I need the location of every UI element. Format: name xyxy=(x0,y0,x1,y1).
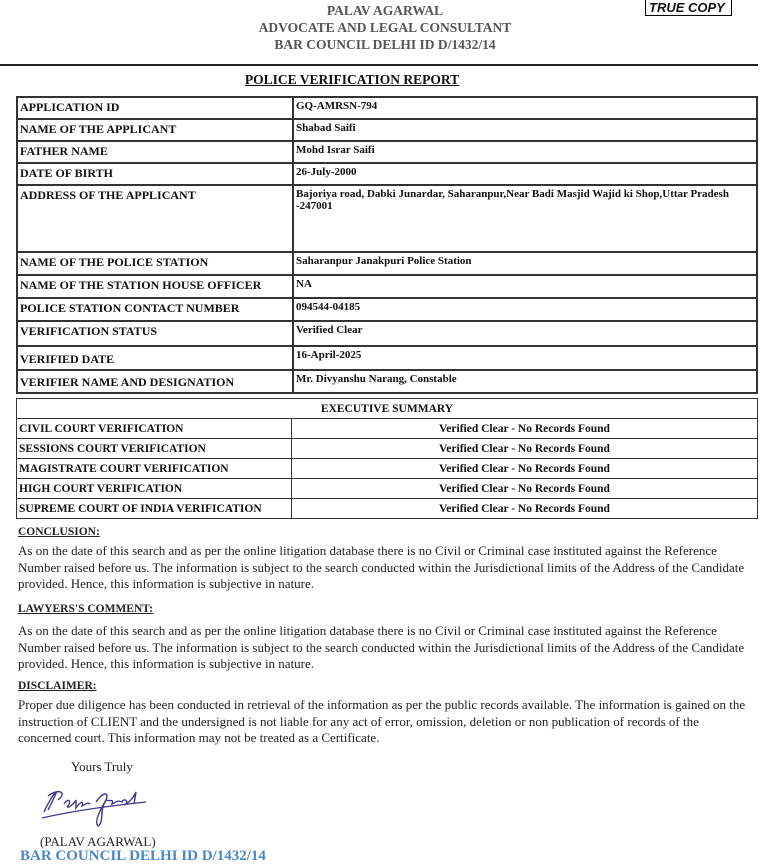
row-value: GQ-AMRSN-794 xyxy=(293,97,757,119)
signatory-bar-id: BAR COUNCIL DELHI ID D/1432/14 xyxy=(20,848,266,864)
disclaimer-heading: DISCLAIMER: xyxy=(18,680,97,692)
row-value: 26-July-2000 xyxy=(293,163,757,185)
row-label: ADDRESS OF THE APPLICANT xyxy=(17,185,293,252)
lawyers-comment-section xyxy=(18,601,753,673)
court-status: Verified Clear - No Records Found xyxy=(292,439,758,459)
conclusion-section xyxy=(18,524,753,593)
court-label: SESSIONS COURT VERIFICATION xyxy=(17,439,292,459)
row-label: FATHER NAME xyxy=(17,141,293,163)
conclusion-heading: CONCLUSION: xyxy=(18,526,100,538)
letterhead xyxy=(200,2,570,53)
applicant-details-table xyxy=(16,96,758,394)
row-label: VERIFICATION STATUS xyxy=(17,321,293,346)
table-row xyxy=(17,119,757,141)
summary-heading-row xyxy=(17,399,758,419)
court-label: HIGH COURT VERIFICATION xyxy=(17,479,292,499)
table-row xyxy=(17,163,757,185)
row-value: Saharanpur Janakpuri Police Station xyxy=(293,252,757,275)
advocate-name: PALAV AGARWAL xyxy=(326,3,444,18)
court-status: Verified Clear - No Records Found xyxy=(292,419,758,439)
table-row xyxy=(17,141,757,163)
closing-text: Yours Truly xyxy=(71,759,133,774)
header-divider xyxy=(0,64,758,66)
conclusion-text: As on the date of this search and as per the online litigation database there is no Civil or Criminal case instituted against the Reference Number raised before us. The information is subject to the search conducted within the Jurisdictional limits of the Address of the Candidate provided. Hence, this information is subjective in nature. xyxy=(18,542,745,592)
lawyers-comment-heading: LAWYERS'S COMMENT: xyxy=(18,603,153,615)
disclaimer-section xyxy=(18,678,753,747)
table-row xyxy=(17,370,757,393)
row-value: Shabad Saifi xyxy=(293,119,757,141)
table-row xyxy=(17,185,757,252)
true-copy-stamp: TRUE COPY xyxy=(645,0,732,16)
row-value: Mr. Divyanshu Narang, Constable xyxy=(293,370,757,393)
row-value: Bajoriya road, Dabki Junardar, Saharanpur,Near Badi Masjid Wajid ki Shop,Uttar Pradesh -247001 xyxy=(293,185,757,252)
row-label: VERIFIER NAME AND DESIGNATION xyxy=(17,370,293,393)
advocate-title: ADVOCATE AND LEGAL CONSULTANT xyxy=(258,20,512,35)
row-label: NAME OF THE APPLICANT xyxy=(17,119,293,141)
signature-image xyxy=(38,782,153,835)
table-row xyxy=(17,419,758,439)
row-label: DATE OF BIRTH xyxy=(17,163,293,185)
table-row xyxy=(17,252,757,275)
table-row xyxy=(17,97,757,119)
row-label: VERIFIED DATE xyxy=(17,346,293,370)
table-row xyxy=(17,439,758,459)
row-label: NAME OF THE POLICE STATION xyxy=(17,252,293,275)
table-row xyxy=(17,499,758,519)
table-row xyxy=(17,479,758,499)
court-label: MAGISTRATE COURT VERIFICATION xyxy=(17,459,292,479)
row-value: 094544-04185 xyxy=(293,298,757,321)
signatory-name: (PALAV AGARWAL) xyxy=(40,834,156,849)
row-value: Verified Clear xyxy=(293,321,757,346)
row-label: POLICE STATION CONTACT NUMBER xyxy=(17,298,293,321)
table-row xyxy=(17,321,757,346)
report-title: POLICE VERIFICATION REPORT xyxy=(244,72,460,87)
table-row xyxy=(17,298,757,321)
court-status: Verified Clear - No Records Found xyxy=(292,479,758,499)
row-value: 16-April-2025 xyxy=(293,346,757,370)
court-status: Verified Clear - No Records Found xyxy=(292,459,758,479)
court-label: CIVIL COURT VERIFICATION xyxy=(17,419,292,439)
court-status: Verified Clear - No Records Found xyxy=(292,499,758,519)
executive-summary-table xyxy=(16,398,758,519)
court-label: SUPREME COURT OF INDIA VERIFICATION xyxy=(17,499,292,519)
table-row xyxy=(17,346,757,370)
row-label: NAME OF THE STATION HOUSE OFFICER xyxy=(17,275,293,298)
summary-heading: EXECUTIVE SUMMARY xyxy=(17,399,758,419)
lawyers-comment-text: As on the date of this search and as per the online litigation database there is no Civil or Criminal case instituted against the Reference Number raised before us. The information is subject to the search conducted within the Jurisdictional limits of the Address of the Candidate provided. Hence, this information is subjective in nature. xyxy=(18,622,745,672)
row-label: APPLICATION ID xyxy=(17,97,293,119)
row-value: Mohd Israr Saifi xyxy=(293,141,757,163)
disclaimer-text: Proper due diligence has been conducted in retrieval of the information as per the public records available. The information is gained on the instruction of CLIENT and the undersigned is not liable for any act of error, omission, deletion or non publication of records of the concerned court. This information may not be treated as a Certificate. xyxy=(18,696,746,746)
table-row xyxy=(17,275,757,298)
row-value: NA xyxy=(293,275,757,298)
advocate-bar-id: BAR COUNCIL DELHI ID D/1432/14 xyxy=(274,37,496,52)
table-row xyxy=(17,459,758,479)
